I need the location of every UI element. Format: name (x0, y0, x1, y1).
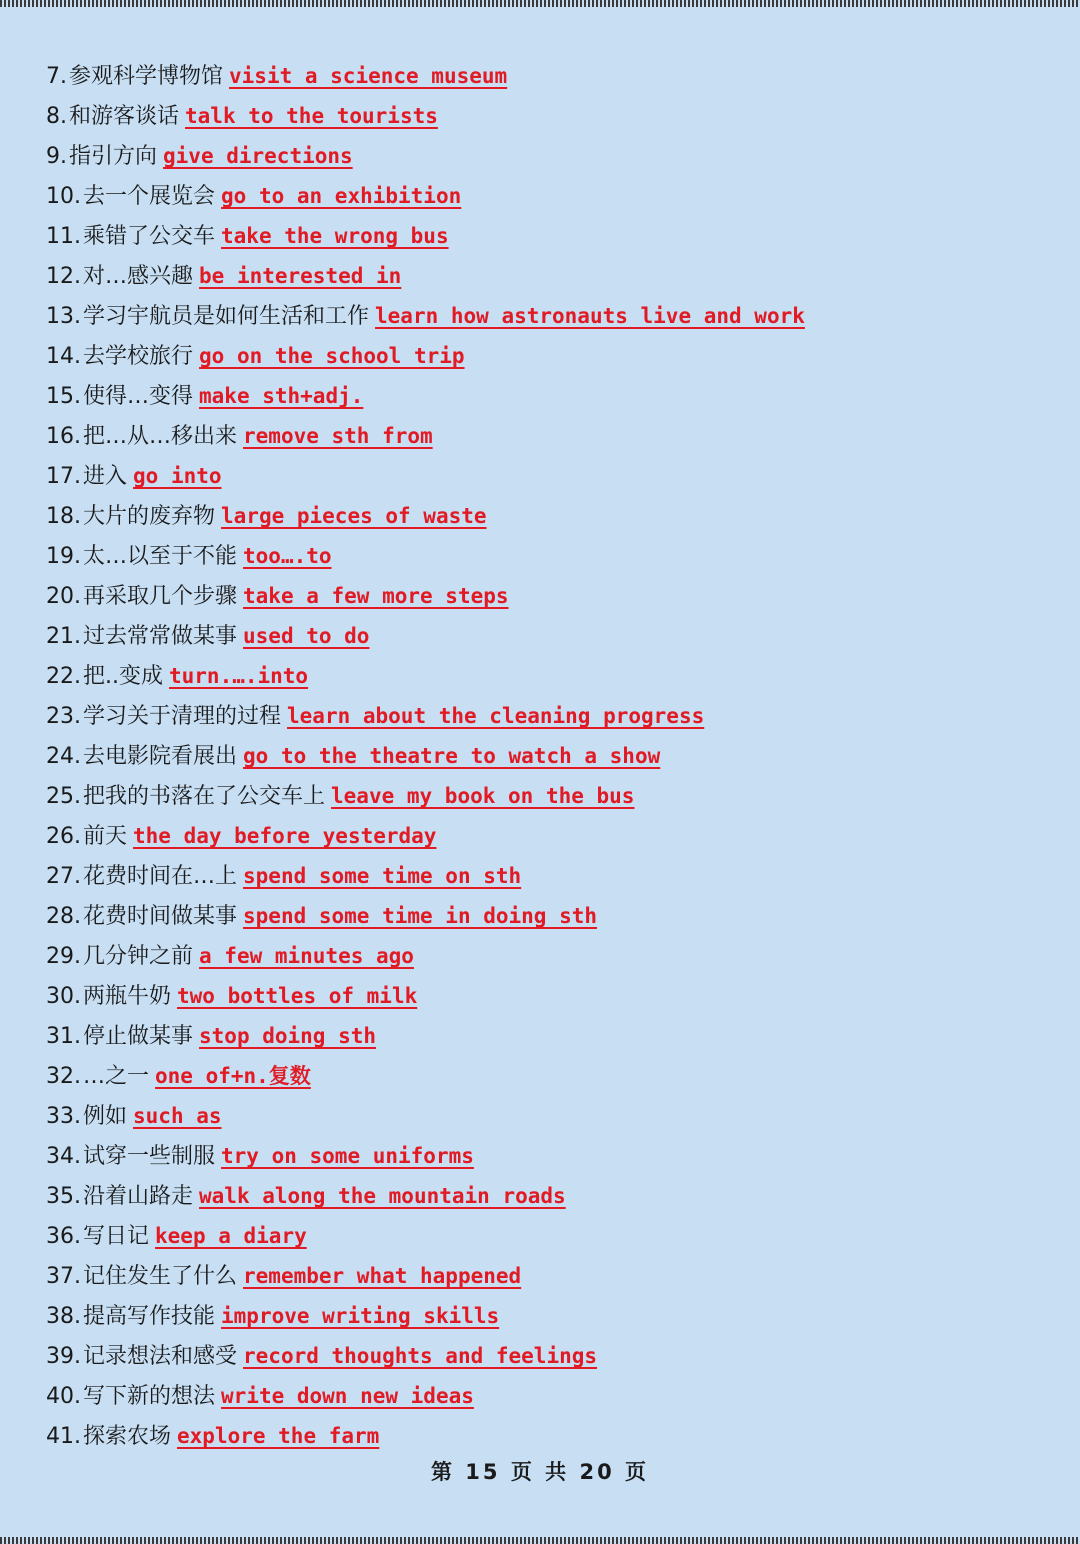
chinese-phrase: 学习宇航员是如何生活和工作 (83, 304, 370, 329)
item-number: 36. (46, 1224, 81, 1249)
list-item (46, 136, 805, 176)
english-phrase: go into (133, 464, 222, 488)
list-item (46, 1056, 805, 1096)
item-number: 35. (46, 1184, 81, 1209)
item-number: 15. (46, 384, 81, 409)
item-number: 27. (46, 864, 81, 889)
english-phrase: visit a science museum (229, 64, 508, 88)
english-phrase: a few minutes ago (199, 944, 414, 968)
chinese-phrase: 沿着山路走 (83, 1184, 194, 1209)
list-item (46, 736, 805, 776)
english-phrase: two bottles of milk (177, 984, 418, 1008)
english-phrase: keep a diary (155, 1224, 307, 1248)
list-item (46, 456, 805, 496)
chinese-phrase: 把我的书落在了公交车上 (83, 784, 326, 809)
list-item (46, 816, 805, 856)
list-item (46, 256, 805, 296)
item-number: 10. (46, 184, 81, 209)
list-item (46, 496, 805, 536)
chinese-phrase: 前天 (83, 824, 128, 849)
item-number: 25. (46, 784, 81, 809)
top-border (0, 0, 1080, 7)
chinese-phrase: 花费时间做某事 (83, 904, 238, 929)
chinese-phrase: 停止做某事 (83, 1024, 194, 1049)
chinese-phrase: …之一 (83, 1064, 150, 1089)
english-phrase: be interested in (199, 264, 402, 288)
chinese-phrase: 花费时间在…上 (83, 864, 238, 889)
list-item (46, 1136, 805, 1176)
chinese-phrase: 去学校旅行 (83, 344, 194, 369)
chinese-phrase: 过去常常做某事 (83, 624, 238, 649)
item-number: 24. (46, 744, 81, 769)
english-phrase: used to do (243, 624, 370, 648)
english-phrase: too….to (243, 544, 332, 568)
chinese-phrase: 去电影院看展出 (83, 744, 238, 769)
item-number: 38. (46, 1304, 81, 1329)
list-item (46, 936, 805, 976)
english-phrase: talk to the tourists (185, 104, 438, 128)
item-number: 39. (46, 1344, 81, 1369)
chinese-phrase: 指引方向 (69, 144, 158, 169)
item-number: 29. (46, 944, 81, 969)
chinese-phrase: 把…从…移出来 (83, 424, 238, 449)
item-number: 20. (46, 584, 81, 609)
english-phrase: large pieces of waste (221, 504, 487, 528)
english-phrase: take the wrong bus (221, 224, 449, 248)
english-phrase: record thoughts and feelings (243, 1344, 598, 1368)
item-number: 30. (46, 984, 81, 1009)
english-phrase: write down new ideas (221, 1384, 474, 1408)
english-phrase: spend some time in doing sth (243, 904, 598, 928)
chinese-phrase: 写日记 (83, 1224, 150, 1249)
chinese-phrase: 几分钟之前 (83, 944, 194, 969)
chinese-phrase: 把..变成 (83, 664, 163, 689)
english-phrase: learn how astronauts live and work (375, 304, 805, 328)
chinese-phrase: 记住发生了什么 (83, 1264, 238, 1289)
chinese-phrase: 去一个展览会 (83, 184, 216, 209)
list-item (46, 416, 805, 456)
list-item (46, 1016, 805, 1056)
english-phrase: explore the farm (177, 1424, 380, 1448)
item-number: 7. (46, 64, 67, 89)
item-number: 34. (46, 1144, 81, 1169)
chinese-phrase: 学习关于清理的过程 (83, 704, 282, 729)
item-number: 18. (46, 504, 81, 529)
item-number: 40. (46, 1384, 81, 1409)
chinese-phrase: 参观科学博物馆 (69, 64, 224, 89)
english-phrase: learn about the cleaning progress (287, 704, 705, 728)
list-item (46, 696, 805, 736)
chinese-phrase: 探索农场 (83, 1424, 172, 1449)
item-number: 31. (46, 1024, 81, 1049)
page-footer: 第 15 页 共 20 页 (430, 1460, 649, 1484)
english-phrase: one of+n.复数 (155, 1064, 311, 1088)
item-number: 17. (46, 464, 81, 489)
item-number: 8. (46, 104, 67, 129)
bottom-border (0, 1537, 1080, 1544)
list-item (46, 96, 805, 136)
chinese-phrase: 对…感兴趣 (83, 264, 194, 289)
item-number: 13. (46, 304, 81, 329)
item-number: 41. (46, 1424, 81, 1449)
english-phrase: remember what happened (243, 1264, 522, 1288)
item-number: 16. (46, 424, 81, 449)
item-number: 26. (46, 824, 81, 849)
item-number: 37. (46, 1264, 81, 1289)
chinese-phrase: 大片的废弃物 (83, 504, 216, 529)
english-phrase: try on some uniforms (221, 1144, 474, 1168)
chinese-phrase: 写下新的想法 (83, 1384, 216, 1409)
phrase-list (46, 56, 805, 1456)
english-phrase: such as (133, 1104, 222, 1128)
list-item (46, 1096, 805, 1136)
item-number: 23. (46, 704, 81, 729)
list-item (46, 56, 805, 96)
chinese-phrase: 例如 (83, 1104, 128, 1129)
english-phrase: make sth+adj. (199, 384, 364, 408)
chinese-phrase: 乘错了公交车 (83, 224, 216, 249)
list-item (46, 576, 805, 616)
english-phrase: walk along the mountain roads (199, 1184, 566, 1208)
chinese-phrase: 太…以至于不能 (83, 544, 238, 569)
list-item (46, 216, 805, 256)
item-number: 11. (46, 224, 81, 249)
list-item (46, 1296, 805, 1336)
list-item (46, 776, 805, 816)
english-phrase: turn.….into (169, 664, 309, 688)
list-item (46, 536, 805, 576)
list-item (46, 616, 805, 656)
list-item (46, 1176, 805, 1216)
item-number: 14. (46, 344, 81, 369)
chinese-phrase: 使得…变得 (83, 384, 194, 409)
english-phrase: give directions (163, 144, 353, 168)
list-item (46, 896, 805, 936)
list-item (46, 296, 805, 336)
chinese-phrase: 试穿一些制服 (83, 1144, 216, 1169)
chinese-phrase: 进入 (83, 464, 128, 489)
english-phrase: the day before yesterday (133, 824, 437, 848)
list-item (46, 1216, 805, 1256)
item-number: 32. (46, 1064, 81, 1089)
english-phrase: stop doing sth (199, 1024, 377, 1048)
english-phrase: take a few more steps (243, 584, 509, 608)
english-phrase: go on the school trip (199, 344, 465, 368)
english-phrase: spend some time on sth (243, 864, 522, 888)
english-phrase: remove sth from (243, 424, 433, 448)
list-item (46, 1416, 805, 1456)
list-item (46, 976, 805, 1016)
item-number: 9. (46, 144, 67, 169)
item-number: 28. (46, 904, 81, 929)
item-number: 19. (46, 544, 81, 569)
chinese-phrase: 两瓶牛奶 (83, 984, 172, 1009)
item-number: 22. (46, 664, 81, 689)
item-number: 12. (46, 264, 81, 289)
list-item (46, 856, 805, 896)
list-item (46, 1376, 805, 1416)
item-number: 21. (46, 624, 81, 649)
list-item (46, 336, 805, 376)
list-item (46, 376, 805, 416)
chinese-phrase: 和游客谈话 (69, 104, 180, 129)
chinese-phrase: 记录想法和感受 (83, 1344, 238, 1369)
chinese-phrase: 提高写作技能 (83, 1304, 216, 1329)
list-item (46, 656, 805, 696)
english-phrase: go to the theatre to watch a show (243, 744, 661, 768)
chinese-phrase: 再采取几个步骤 (83, 584, 238, 609)
list-item (46, 1336, 805, 1376)
list-item (46, 1256, 805, 1296)
english-phrase: go to an exhibition (221, 184, 462, 208)
item-number: 33. (46, 1104, 81, 1129)
english-phrase: improve writing skills (221, 1304, 500, 1328)
english-phrase: leave my book on the bus (331, 784, 635, 808)
list-item (46, 176, 805, 216)
